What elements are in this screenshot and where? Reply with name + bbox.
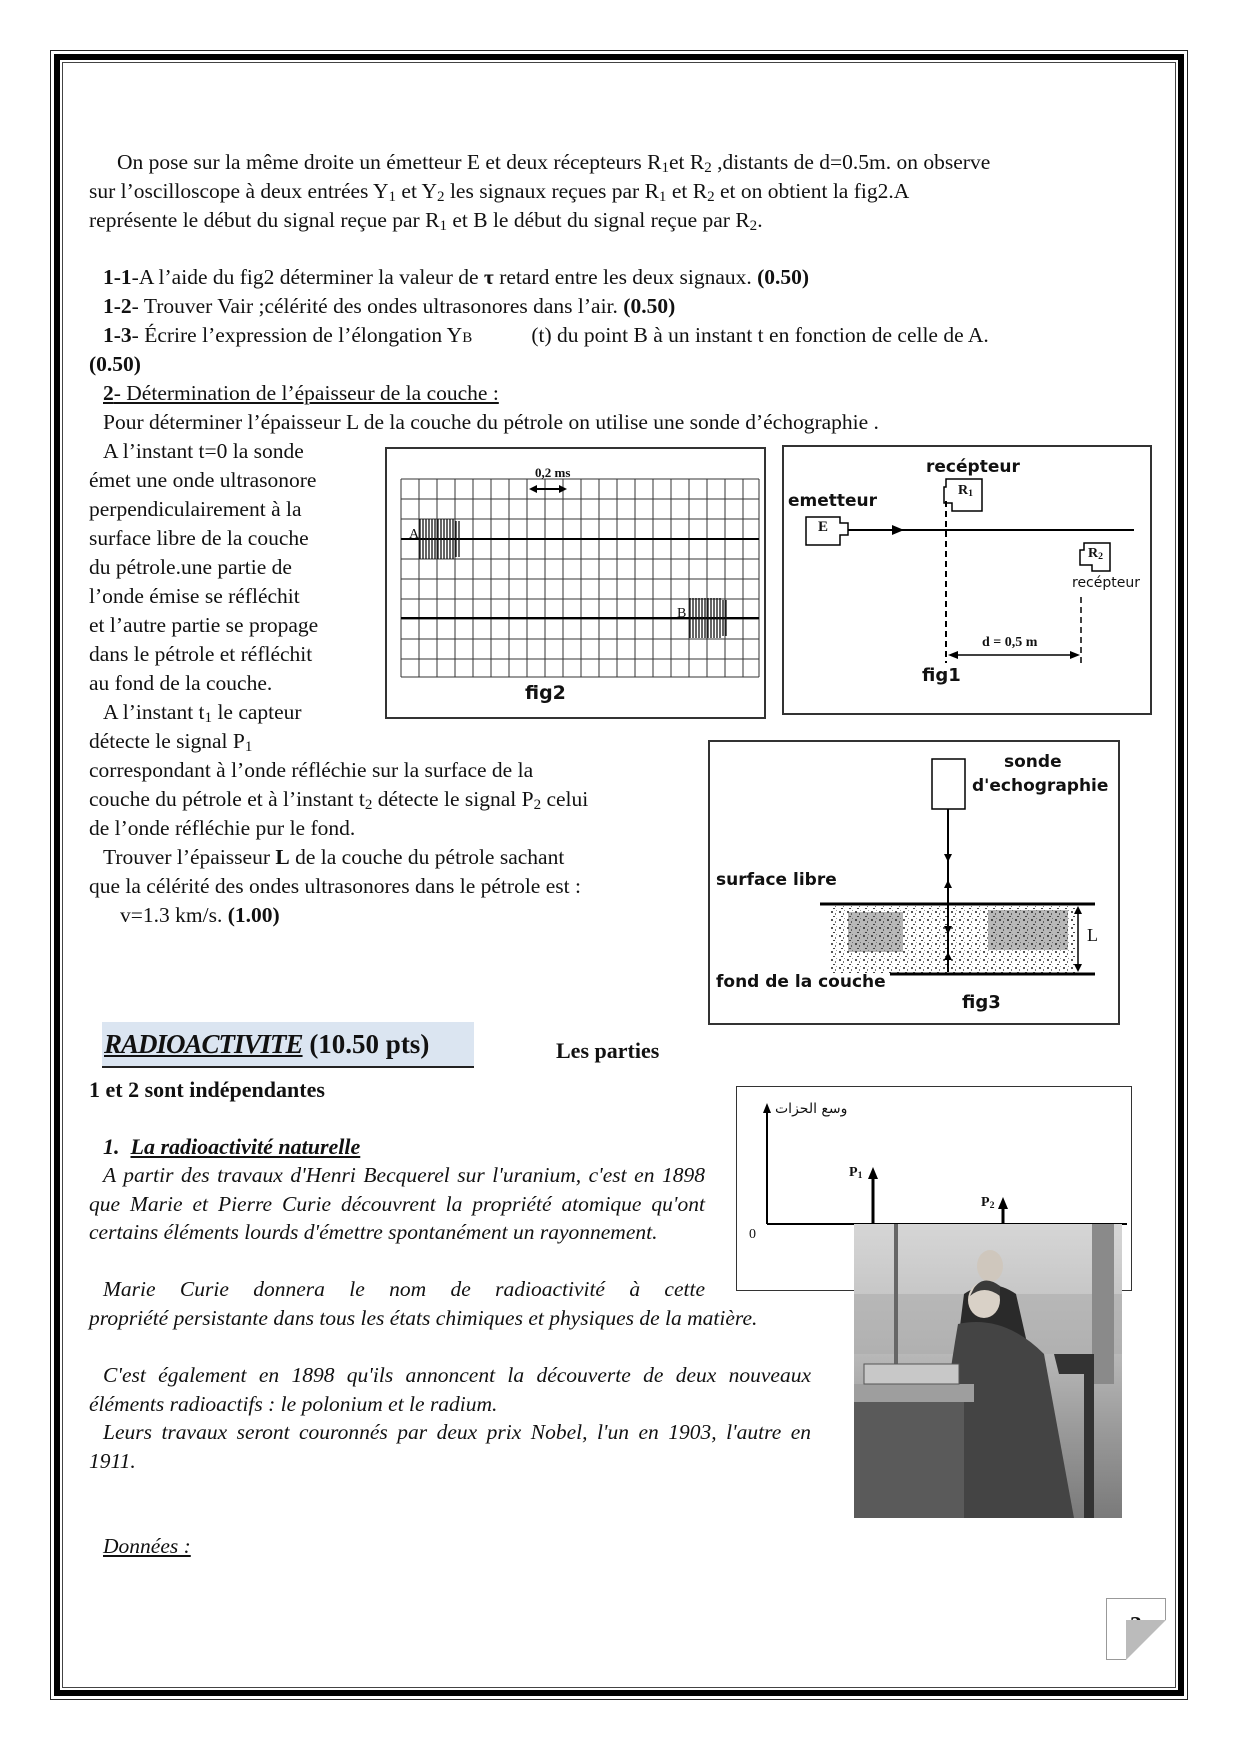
emitter-label: emetteur (788, 491, 878, 511)
question-1-3: 1-3- Écrire l’expression de l’élongation YB (t) du point B à un instant t en fonction de celle de A. (103, 323, 989, 347)
part2-velocity: v=1.3 km/s. (1.00) (120, 903, 280, 927)
fig3-echography (708, 740, 1120, 1025)
part2-col-line: au fond de la couche. (89, 671, 273, 695)
peak-p2-label: $P_2$ (981, 1195, 995, 1211)
part2-col-line: dans le pétrole et réfléchit (89, 642, 313, 666)
fig2-caption: fig2 (525, 682, 566, 704)
thickness-label: L (1087, 925, 1098, 945)
paragraph-1: A partir des travaux d'Henri Becquerel sur l'uranium, c'est en 1898 que Marie et Pierre Curie découvrent la propriété atomique qu'ont certains éléments lourds d'émettre spontanément un rayonnement. (89, 1163, 705, 1244)
distance-label: d = 0,5 m (982, 635, 1038, 650)
fig3-caption: fig3 (962, 992, 1001, 1013)
curie-photo-illustration (854, 1224, 1122, 1518)
receiver2-box-label: $R_2$ (1088, 546, 1104, 562)
question-1-3-points: (0.50) (89, 352, 141, 376)
part2-col-line: du pétrole.une partie de (89, 555, 292, 579)
part2-col-line: émet une onde ultrasonore (89, 468, 317, 492)
fig2-label-a: A (409, 527, 420, 542)
subsection-title: 1. La radioactivité naturelle (103, 1134, 361, 1159)
page-curl-icon (1126, 1620, 1166, 1660)
probe-label-1: sonde (1004, 752, 1062, 772)
part2-t1-line: A l’instant $t_1$ le capteur (103, 700, 302, 726)
part2-line: correspondant à l’onde réfléchie sur la surface de la (89, 758, 534, 782)
donnees-heading: Données : (103, 1534, 191, 1558)
fig1-setup (782, 445, 1152, 715)
page-number-box (1106, 1598, 1166, 1660)
part2-col-line: et l’autre partie se propage (89, 613, 319, 637)
paragraph-3: C'est également en 1898 qu'ils annoncent la découverte de deux nouveaux éléments radioactifs : le polonium et le radium. (89, 1363, 811, 1416)
part2-question: Trouver l’épaisseur L de la couche du pétrole sachant (103, 845, 565, 869)
oscilloscope-grid (387, 449, 764, 717)
part2-intro: Pour déterminer l’épaisseur L de la couche du pétrole on utilise une sonde d’échographie . (103, 410, 879, 434)
probe-label-2: d'echographie (972, 776, 1109, 796)
part2-col-line: perpendiculairement à la (89, 497, 302, 521)
emitter-box-label: E (818, 519, 829, 535)
receiver1-box-label: $R_1$ (958, 483, 974, 499)
fig2-scale-label: 0,2 ms (535, 465, 571, 480)
section-title-radioactivite: RADIOACTIVITE (10.50 pts) (102, 1022, 474, 1068)
question-1-1: 1-1-A l’aide du fig2 déterminer la valeur de τ retard entre les deux signaux. (0.50) (103, 265, 810, 289)
receiver1-title: recépteur (926, 457, 1020, 477)
spectrum-y-label: وسع الحزات (775, 1101, 848, 1117)
fig2-oscilloscope (385, 447, 766, 719)
part2-p1-line: détecte le signal $P_1$ (89, 729, 253, 755)
parts-note-a: Les parties (556, 1038, 660, 1063)
fig1-caption: fig1 (922, 665, 961, 686)
intro-line-2: sur l’oscilloscope à deux entrées $Y_1$ et $Y_2$ les signaux reçues par $R_1$ et $R_2$ et on obtient la fig2.A (89, 179, 910, 205)
part2-line: de l’onde réfléchie pur le fond. (89, 816, 356, 840)
part2-heading: 2- Détermination de l’épaisseur de la couche : (103, 381, 499, 405)
fig2-label-b: B (677, 606, 687, 621)
page-number: 3 (1130, 1613, 1142, 1639)
question-1-2: 1-2- Trouver Vair ;célérité des ondes ultrasonores dans l’air. (0.50) (103, 294, 676, 318)
part2-col-line: A l’instant t=0 la sonde (103, 439, 304, 463)
spectrum-origin: 0 (749, 1227, 756, 1242)
receiver2-title: recépteur (1072, 575, 1140, 591)
curie-photo (854, 1224, 1122, 1518)
surface-label: surface libre (716, 870, 837, 890)
parts-note-b: 1 et 2 sont indépendantes (89, 1077, 325, 1102)
part2-line: que la célérité des ondes ultrasonores dans le pétrole est : (89, 874, 581, 898)
intro-line-3: représente le début du signal reçue par $R_1$ et B le début du signal reçue par $R_2$. (89, 208, 763, 234)
paragraph-2a: Marie Curie donnera le nom de radioactivité à cette (103, 1277, 705, 1301)
part2-line: couche du pétrole et à l’instant $t_2$ détecte le signal $P_2$ celui (89, 787, 589, 813)
paragraph-4: Leurs travaux seront couronnés par deux prix Nobel, l'un en 1903, l'autre en 1911. (89, 1420, 811, 1473)
part2-col-line: surface libre de la couche (89, 526, 309, 550)
bottom-label: fond de la couche (716, 972, 886, 992)
part2-col-line: l’onde émise se réfléchit (89, 584, 300, 608)
intro-line-1: On pose sur la même droite un émetteur E et deux récepteurs $R_1et$ $R_2$ ,distants de d=0.5m. on observe (117, 150, 991, 176)
peak-p1-label: $P_1$ (849, 1165, 863, 1181)
paragraph-2b: propriété persistante dans tous les états chimiques et physiques de la matière. (89, 1306, 758, 1330)
